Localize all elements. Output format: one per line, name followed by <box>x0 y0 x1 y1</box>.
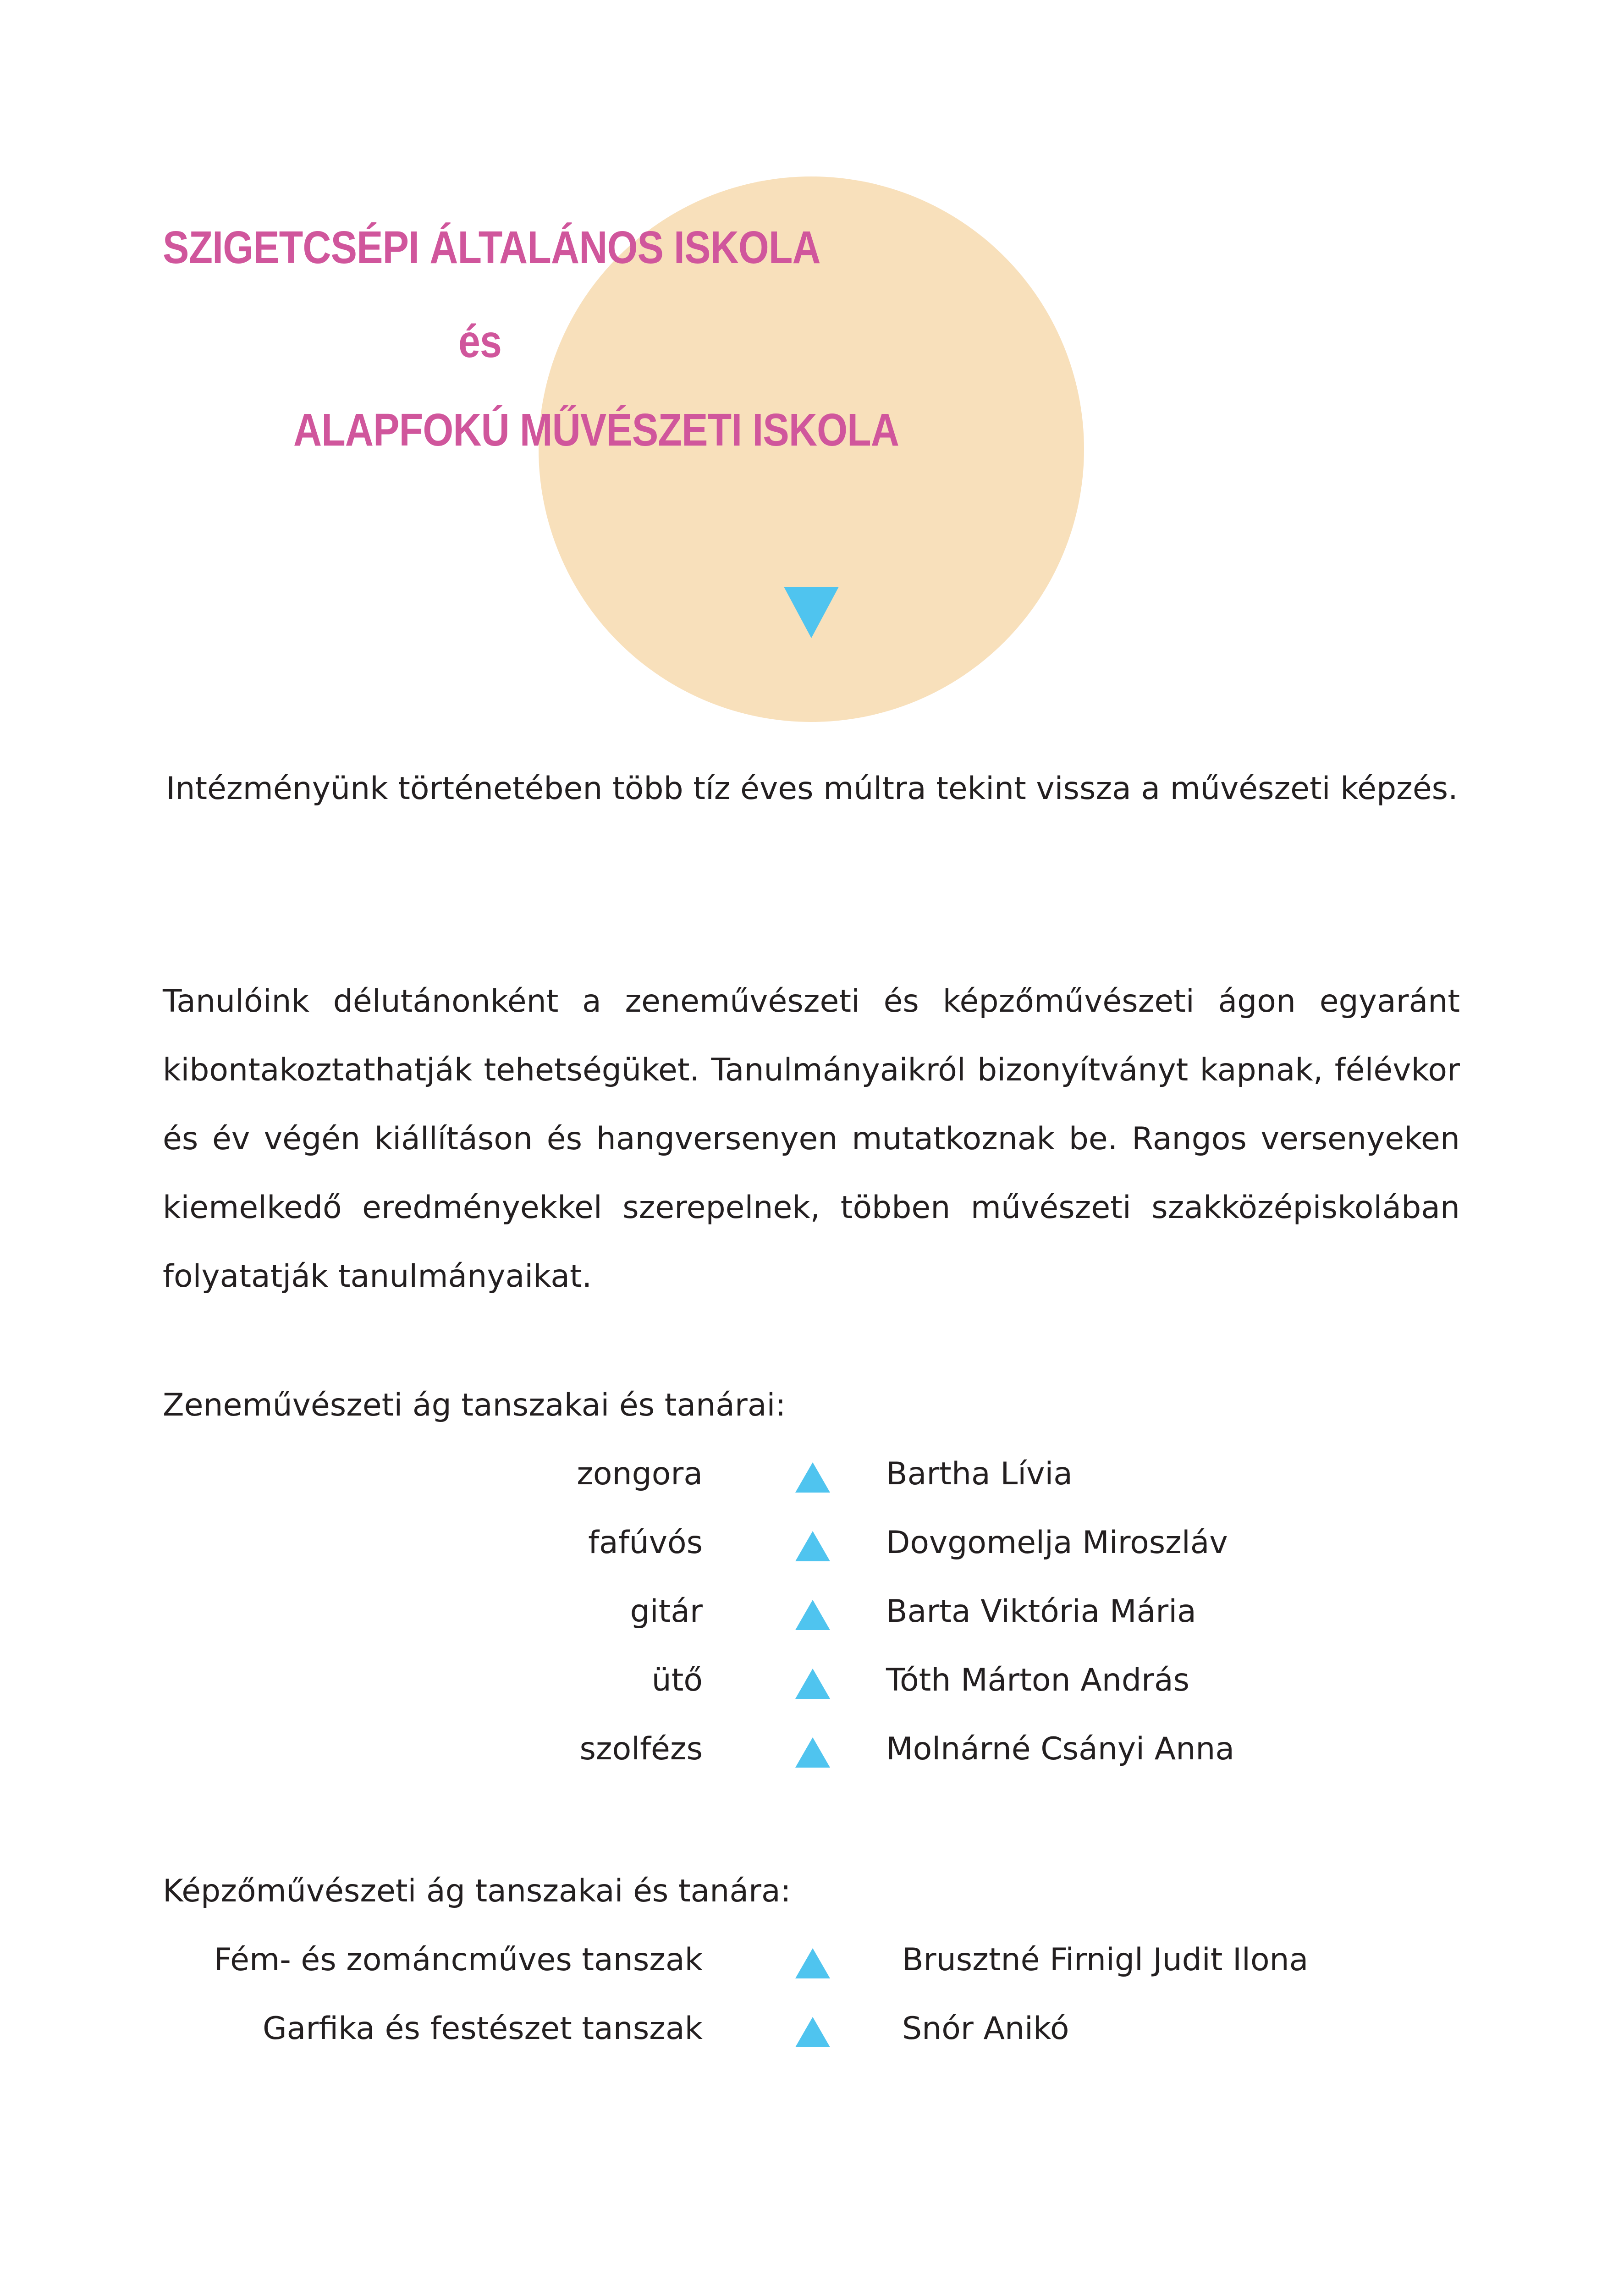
teacher-name: Dovgomelja Miroszláv <box>886 1525 1228 1561</box>
teacher-name: Brusztné Firnigl Judit Ilona <box>902 1942 1309 1978</box>
teacher-name: Bartha Lívia <box>886 1456 1073 1492</box>
up-triangle-icon <box>795 1462 830 1493</box>
music-section-heading: Zeneművészeti ág tanszakai és tanárai: <box>163 1387 786 1423</box>
intro-sentence: Intézményünk történetében több tíz éves múltra tekint vissza a művészeti képzés. <box>166 771 1458 807</box>
up-triangle-icon <box>795 1737 830 1768</box>
subject-name: Garfika és festészet tanszak <box>262 2011 703 2047</box>
visual-arts-row-2 <box>0 2010 1624 2061</box>
subject-name: zongora <box>577 1456 703 1492</box>
school-title-conjunction: és <box>458 316 501 367</box>
subject-name: szolfézs <box>579 1731 703 1767</box>
teacher-name: Tóth Márton András <box>886 1662 1190 1698</box>
teacher-name: Snór Anikó <box>902 2011 1069 2047</box>
down-triangle-icon <box>784 587 839 638</box>
up-triangle-icon <box>795 1669 830 1699</box>
music-row-4 <box>0 1662 1624 1712</box>
up-triangle-icon <box>795 2017 830 2047</box>
subject-name: ütő <box>651 1662 703 1698</box>
school-title-line-2: ALAPFOKÚ MŰVÉSZETI ISKOLA <box>293 404 899 456</box>
subject-name: Fém- és zománcműves tanszak <box>214 1942 703 1978</box>
music-row-3 <box>0 1593 1624 1643</box>
music-row-5 <box>0 1730 1624 1781</box>
music-row-1 <box>0 1455 1624 1506</box>
teacher-name: Molnárné Csányi Anna <box>886 1731 1235 1767</box>
visual-arts-row-1 <box>0 1941 1624 1992</box>
up-triangle-icon <box>795 1531 830 1561</box>
subject-name: gitár <box>630 1593 703 1630</box>
school-title-line-1: SZIGETCSÉPI ÁLTALÁNOS ISKOLA <box>163 222 820 273</box>
up-triangle-icon <box>795 1600 830 1630</box>
visual-arts-section-heading: Képzőművészeti ág tanszakai és tanára: <box>163 1873 791 1909</box>
subject-name: fafúvós <box>588 1525 703 1561</box>
up-triangle-icon <box>795 1948 830 1978</box>
music-row-2 <box>0 1524 1624 1575</box>
description-paragraph: Tanulóink délutánonként a zeneművészeti és képzőművészeti ágon egyaránt kibontakoztathatják tehetségüket. Tanulmányaikról bizonyítványt kapnak, félévkor és év végén kiállításon és hangversenyen mutatkoznak be. Rangos versenyeken kiemelkedő eredményekkel szerepelnek, többen művészeti szakközépiskolában folyatatják tanulmányaikat. <box>163 983 1460 1295</box>
teacher-name: Barta Viktória Mária <box>886 1593 1196 1630</box>
